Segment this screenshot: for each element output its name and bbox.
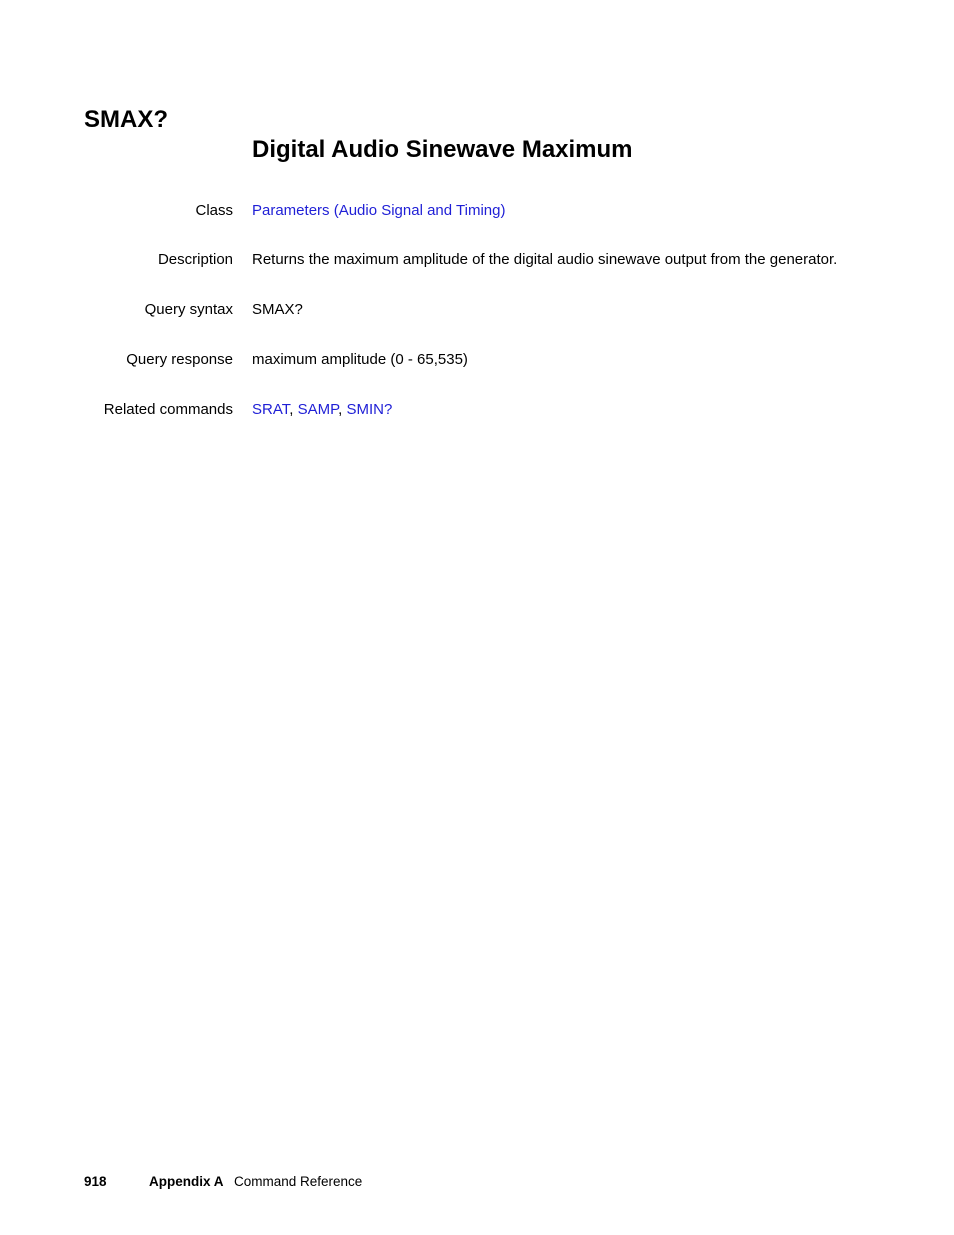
- class-label: Class: [195, 202, 233, 219]
- related-commands-value: [252, 399, 392, 421]
- query-syntax-row: [0, 299, 954, 321]
- description-label: Description: [157, 251, 233, 268]
- page-number: 918: [84, 1174, 107, 1189]
- query-syntax-label: Query syntax: [144, 301, 233, 318]
- description-row: [0, 249, 954, 271]
- command-title: Digital Audio Sinewave Maximum: [252, 136, 633, 163]
- page-footer: [0, 1172, 954, 1192]
- related-link-srat[interactable]: SRAT: [252, 401, 290, 418]
- footer-appendix: Appendix A: [149, 1174, 224, 1189]
- query-syntax-value: SMAX?: [252, 301, 303, 318]
- class-row: [0, 200, 954, 222]
- query-response-label: Query response: [126, 351, 233, 368]
- query-response-row: [0, 349, 954, 371]
- class-value: [252, 200, 505, 222]
- class-link[interactable]: Parameters (Audio Signal and Timing): [252, 202, 506, 219]
- footer-section: Command Reference: [234, 1174, 363, 1189]
- related-separator: ,: [289, 401, 298, 418]
- command-name: SMAX?: [84, 106, 168, 133]
- related-link-samp[interactable]: SAMP: [297, 401, 339, 418]
- related-link-smin[interactable]: SMIN?: [346, 401, 393, 418]
- related-separator: ,: [338, 401, 347, 418]
- related-commands-label: Related commands: [103, 401, 233, 418]
- query-response-value: maximum amplitude (0 - 65,535): [252, 351, 468, 368]
- description-value: Returns the maximum amplitude of the digital audio sinewave output from the generator.: [252, 251, 838, 268]
- related-commands-row: [0, 399, 954, 421]
